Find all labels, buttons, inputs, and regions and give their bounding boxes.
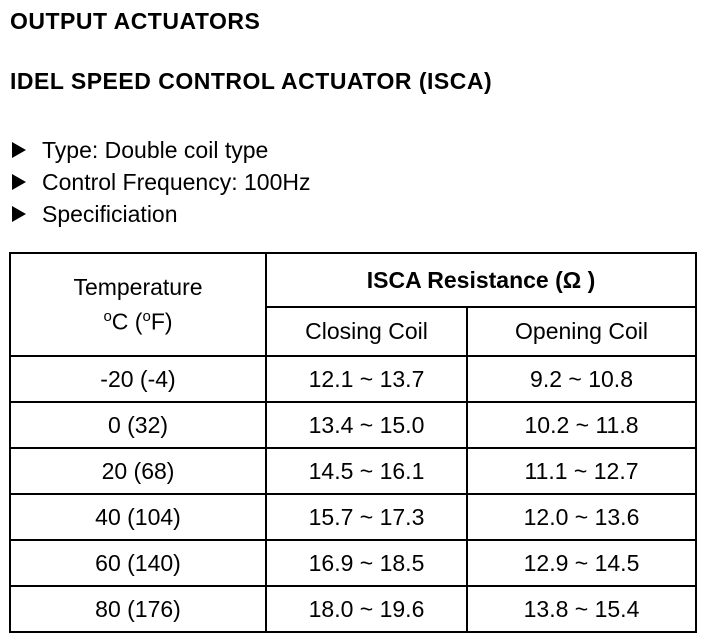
page-title: IDEL SPEED CONTROL ACTUATOR (ISCA) [10, 68, 493, 94]
table-row [10, 448, 696, 494]
bullet-frequency-text: Control Frequency: 100Hz [42, 168, 311, 195]
temp-cell: 20 (68) [10, 448, 266, 494]
table-row [10, 540, 696, 586]
table-row [10, 494, 696, 540]
bullet-frequency [12, 166, 310, 198]
table-row [10, 356, 696, 402]
resistance-header: ISCA Resistance (Ω ) [266, 253, 696, 307]
opening-cell: 11.1 ~ 12.7 [467, 448, 696, 494]
bullet-specification-text: Specificiation [42, 200, 178, 227]
opening-coil-header: Opening Coil [467, 307, 696, 356]
temp-cell: 60 (140) [10, 540, 266, 586]
opening-cell: 12.0 ~ 13.6 [467, 494, 696, 540]
temperature-header [10, 253, 266, 356]
degree-symbol: o [142, 308, 151, 326]
closing-cell: 18.0 ~ 19.6 [266, 586, 467, 632]
opening-cell: 13.8 ~ 15.4 [467, 586, 696, 632]
spec-bullet-list [12, 134, 310, 230]
temperature-header-units [11, 302, 265, 337]
opening-cell: 12.9 ~ 14.5 [467, 540, 696, 586]
closing-cell: 14.5 ~ 16.1 [266, 448, 467, 494]
temp-cell: 40 (104) [10, 494, 266, 540]
triangle-bullet-icon [12, 174, 26, 190]
isca-resistance-table [9, 252, 697, 633]
closing-cell: 12.1 ~ 13.7 [266, 356, 467, 402]
closing-cell: 16.9 ~ 18.5 [266, 540, 467, 586]
table-row [10, 586, 696, 632]
temperature-header-label: Temperature [73, 274, 203, 301]
degree-symbol: o [103, 308, 112, 326]
temp-cell: 0 (32) [10, 402, 266, 448]
temp-cell: 80 (176) [10, 586, 266, 632]
fahrenheit-label: F) [150, 308, 173, 335]
bullet-specification [12, 198, 310, 230]
closing-coil-header: Closing Coil [266, 307, 467, 356]
bullet-type [12, 134, 310, 166]
opening-cell: 9.2 ~ 10.8 [467, 356, 696, 402]
bullet-type-text: Type: Double coil type [42, 136, 269, 163]
section-heading: OUTPUT ACTUATORS [10, 8, 261, 34]
opening-cell: 10.2 ~ 11.8 [467, 402, 696, 448]
triangle-bullet-icon [12, 206, 26, 222]
closing-cell: 13.4 ~ 15.0 [266, 402, 467, 448]
celsius-label: C ( [111, 308, 143, 335]
closing-cell: 15.7 ~ 17.3 [266, 494, 467, 540]
triangle-bullet-icon [12, 142, 26, 158]
table-row [10, 402, 696, 448]
temp-cell: -20 (-4) [10, 356, 266, 402]
